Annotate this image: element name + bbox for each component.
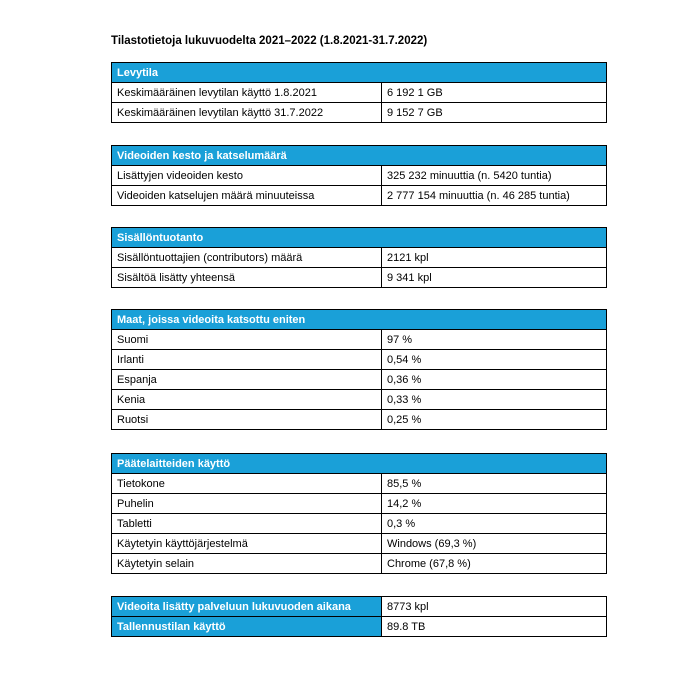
table-row	[112, 617, 607, 637]
section-disk-space	[111, 62, 607, 123]
row-label: Irlanti	[112, 350, 382, 370]
section-header: Sisällöntuotanto	[112, 228, 607, 248]
section-header: Levytila	[112, 63, 607, 83]
row-label: Puhelin	[112, 494, 382, 514]
row-value: 6 192 1 GB	[382, 83, 607, 103]
row-value: Chrome (67,8 %)	[382, 554, 607, 574]
table-row	[112, 166, 607, 186]
row-label: Kenia	[112, 390, 382, 410]
section-countries	[111, 309, 607, 430]
row-label: Keskimääräinen levytilan käyttö 31.7.2022	[112, 103, 382, 123]
table-row	[112, 474, 607, 494]
row-value: 2 777 154 minuuttia (n. 46 285 tuntia)	[382, 186, 607, 206]
section-devices	[111, 453, 607, 574]
row-value: 0,33 %	[382, 390, 607, 410]
table-row	[112, 534, 607, 554]
table-row	[112, 83, 607, 103]
table-row	[112, 350, 607, 370]
summary-value: 89.8 TB	[382, 617, 607, 637]
section-header: Päätelaitteiden käyttö	[112, 454, 607, 474]
row-value: 2121 kpl	[382, 248, 607, 268]
table-row	[112, 330, 607, 350]
row-label: Keskimääräinen levytilan käyttö 1.8.2021	[112, 83, 382, 103]
section-content-production	[111, 227, 607, 288]
row-value: 0,36 %	[382, 370, 607, 390]
row-value: 14,2 %	[382, 494, 607, 514]
row-label: Käytetyin käyttöjärjestelmä	[112, 534, 382, 554]
section-header: Maat, joissa videoita katsottu eniten	[112, 310, 607, 330]
table-row	[112, 514, 607, 534]
row-label: Sisällöntuottajien (contributors) määrä	[112, 248, 382, 268]
summary-table	[111, 596, 607, 637]
row-label: Tietokone	[112, 474, 382, 494]
table-row	[112, 494, 607, 514]
table-row	[112, 370, 607, 390]
summary-label: Videoita lisätty palveluun lukuvuoden aikana	[112, 597, 382, 617]
table-row	[112, 410, 607, 430]
table-row	[112, 554, 607, 574]
table-row	[112, 390, 607, 410]
row-label: Espanja	[112, 370, 382, 390]
row-label: Sisältöä lisätty yhteensä	[112, 268, 382, 288]
row-value: 0,3 %	[382, 514, 607, 534]
table-row	[112, 103, 607, 123]
table-row	[112, 248, 607, 268]
table-row	[112, 268, 607, 288]
table-row	[112, 597, 607, 617]
row-value: 325 232 minuuttia (n. 5420 tuntia)	[382, 166, 607, 186]
row-label: Ruotsi	[112, 410, 382, 430]
section-video-duration	[111, 145, 607, 206]
row-label: Lisättyjen videoiden kesto	[112, 166, 382, 186]
document-title: Tilastotietoja lukuvuodelta 2021–2022 (1.8.2021-31.7.2022)	[111, 35, 428, 47]
row-value: Windows (69,3 %)	[382, 534, 607, 554]
row-value: 85,5 %	[382, 474, 607, 494]
row-value: 0,54 %	[382, 350, 607, 370]
row-value: 9 341 kpl	[382, 268, 607, 288]
row-value: 97 %	[382, 330, 607, 350]
table-row	[112, 186, 607, 206]
section-header: Videoiden kesto ja katselumäärä	[112, 146, 607, 166]
row-value: 9 152 7 GB	[382, 103, 607, 123]
row-label: Videoiden katselujen määrä minuuteissa	[112, 186, 382, 206]
row-value: 0,25 %	[382, 410, 607, 430]
row-label: Käytetyin selain	[112, 554, 382, 574]
summary-label: Tallennustilan käyttö	[112, 617, 382, 637]
summary-value: 8773 kpl	[382, 597, 607, 617]
row-label: Tabletti	[112, 514, 382, 534]
row-label: Suomi	[112, 330, 382, 350]
